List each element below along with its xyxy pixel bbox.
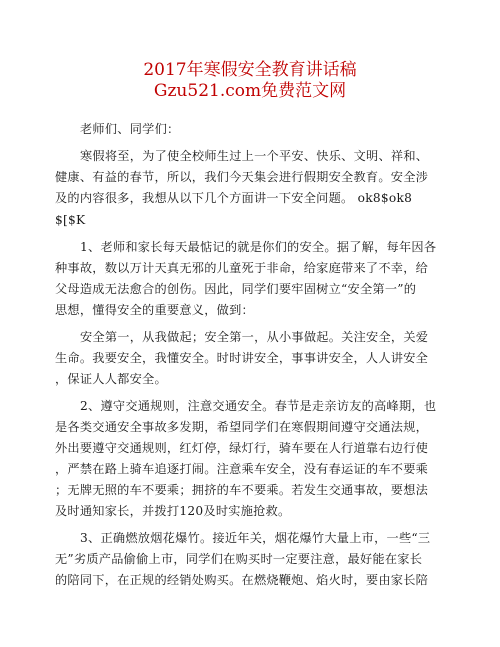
body-line: ；无牌无照的车不要乘；拥挤的车不要乘。若发生交通事故，要想法 (55, 483, 429, 497)
body-line: ，严禁在路上骑车追逐打闹。注意乘车安全，没有春运证的车不要乘 (55, 462, 429, 476)
body-line: 思想，懂得安全的重要意义，做到： (55, 303, 254, 317)
body-line: 是各类交通安全事故多发期，希望同学们在寒假期间遵守交通法规， (55, 420, 429, 434)
body-line: $[$K (55, 213, 86, 227)
body-line: ，保证人人都安全。 (55, 372, 167, 386)
body-line: 及的内容很多，我想从以下几个方面讲一下安全问题。 ok8$ok8 (55, 191, 413, 205)
body-line: 父母造成无法愈合的创伤。因此，同学们要牢固树立“安全第一”的 (55, 282, 417, 296)
body-line: 健康、有益的春节，所以，我们今天集会进行假期安全教育。安全涉 (55, 170, 429, 184)
body-line: 1、老师和家长每天最惦记的就是你们的安全。据了解，每年因各 (80, 240, 437, 254)
body-line: 及时通知家长，并拨打120及时实施抢救。 (55, 504, 291, 518)
body-line: 种事故，数以万计天真无邪的儿童死于非命，给家庭带来了不幸，给 (55, 261, 429, 275)
body-line: 安全第一，从我做起；安全第一，从小事做起。关注安全，关爱 (80, 330, 429, 344)
body-line: 寒假将至，为了使全校师生过上一个平安、快乐、文明、祥和、 (80, 149, 429, 163)
body-line: 3、正确燃放烟花爆竹。接近年关，烟花爆竹大量上市，一些“三 (80, 531, 431, 545)
body-line: 2、遵守交通规则，注意交通安全。春节是走亲访友的高峰期，也 (80, 399, 437, 413)
document-subtitle: Gzu521.com免费范文网 (153, 81, 347, 101)
body-line: 外出要遵守交通规则，红灯停，绿灯行，骑车要在人行道靠右边行使 (55, 441, 429, 455)
document-title: 2017年寒假安全教育讲话稿 (143, 60, 357, 80)
body-line: 老师们、同学们： (80, 122, 180, 136)
body-line: 生命。我要安全，我懂安全。时时讲安全，事事讲安全，人人讲安全 (55, 351, 429, 365)
body-line: 无”劣质产品偷偷上市，同学们在购买时一定要注意，最好能在家长 (55, 552, 423, 566)
body-line: 的陪同下，在正规的经销处购买。在燃烧鞭炮、焰火时，要由家长陪 (55, 573, 429, 587)
